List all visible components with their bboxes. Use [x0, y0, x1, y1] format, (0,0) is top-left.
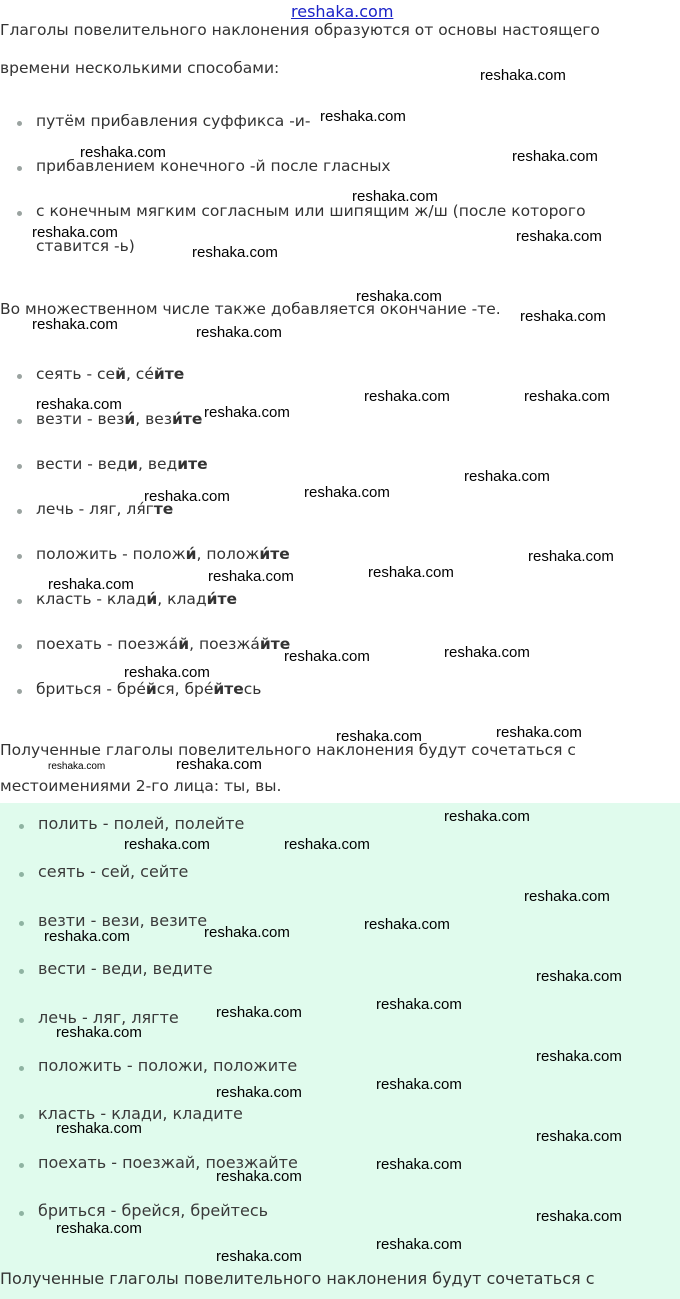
list-bullet [17, 554, 22, 559]
list-bullet [17, 689, 22, 694]
list-bullet [19, 824, 24, 829]
watermark-text: reshaka.com [48, 761, 106, 772]
list-bullet [17, 644, 22, 649]
watermark-text: reshaka.com [304, 484, 390, 501]
site-logo-link[interactable]: reshaka.com [291, 2, 394, 21]
example-item: бриться - брéйся, брéйтесь [36, 680, 262, 698]
list-bullet [17, 464, 22, 469]
example-item: класть - клади́, клади́те [36, 590, 237, 608]
watermark-text: reshaka.com [284, 836, 370, 853]
example-item: сеять - сей, сéйте [36, 365, 185, 383]
watermark-text: reshaka.com [520, 308, 606, 325]
list-bullet [19, 1114, 24, 1119]
list-bullet [17, 419, 22, 424]
watermark-text: reshaka.com [364, 916, 450, 933]
list-bullet [19, 1018, 24, 1023]
list-bullet [19, 1163, 24, 1168]
list-bullet [19, 1066, 24, 1071]
list-bullet [17, 166, 22, 171]
method-item-suffix: путём прибавления суффикса -и- [36, 112, 311, 130]
watermark-text: reshaka.com [208, 568, 294, 585]
green-list-item: лечь - ляг, лягте [38, 1008, 179, 1027]
watermark-text: reshaka.com [56, 1024, 142, 1041]
plural-note: Во множественном числе также добавляется окончание -те. [0, 300, 501, 318]
watermark-text: reshaka.com [284, 648, 370, 665]
watermark-text: reshaka.com [364, 388, 450, 405]
method-item-ending: прибавлением конечного -й после гласных [36, 157, 391, 175]
watermark-text: reshaka.com [204, 404, 290, 421]
watermark-text: reshaka.com [216, 1248, 302, 1265]
watermark-text: reshaka.com [144, 488, 230, 505]
combination-note-line-2: местоимениями 2-го лица: ты, вы. [0, 777, 282, 795]
watermark-text: reshaka.com [176, 756, 262, 773]
watermark-text: reshaka.com [204, 924, 290, 941]
watermark-text: reshaka.com [48, 576, 134, 593]
watermark-text: reshaka.com [528, 548, 614, 565]
list-bullet [17, 211, 22, 216]
list-bullet [19, 872, 24, 877]
watermark-text: reshaka.com [44, 928, 130, 945]
watermark-text: reshaka.com [516, 228, 602, 245]
watermark-text: reshaka.com [32, 224, 118, 241]
example-item: положить - положи́, положи́те [36, 545, 290, 563]
watermark-text: reshaka.com [56, 1220, 142, 1237]
watermark-text: reshaka.com [368, 564, 454, 581]
watermark-text: reshaka.com [216, 1168, 302, 1185]
watermark-text: reshaka.com [36, 396, 122, 413]
list-bullet [19, 921, 24, 926]
watermark-text: reshaka.com [444, 808, 530, 825]
watermark-text: reshaka.com [124, 836, 210, 853]
example-item: лечь - ляг, ля́гте [36, 500, 174, 518]
watermark-text: reshaka.com [376, 1156, 462, 1173]
watermark-text: reshaka.com [536, 1048, 622, 1065]
method-item-soft-consonant-cont: ставится -ь) [36, 237, 135, 255]
watermark-text: reshaka.com [524, 388, 610, 405]
green-list-item: положить - положи, положите [38, 1056, 298, 1075]
watermark-text: reshaka.com [56, 1120, 142, 1137]
watermark-text: reshaka.com [356, 288, 442, 305]
watermark-text: reshaka.com [524, 888, 610, 905]
watermark-text: reshaka.com [496, 724, 582, 741]
watermark-text: reshaka.com [320, 108, 406, 125]
watermark-text: reshaka.com [536, 1128, 622, 1145]
watermark-text: reshaka.com [376, 1076, 462, 1093]
green-list-item: бриться - брейся, брейтесь [38, 1201, 269, 1220]
green-list-item: класть - клади, кладите [38, 1104, 243, 1123]
green-list-item: сеять - сей, сейте [38, 862, 189, 881]
list-bullet [17, 599, 22, 604]
watermark-text: reshaka.com [196, 324, 282, 341]
watermark-text: reshaka.com [352, 188, 438, 205]
watermark-text: reshaka.com [444, 644, 530, 661]
watermark-text: reshaka.com [480, 67, 566, 84]
list-bullet [17, 374, 22, 379]
watermark-text: reshaka.com [124, 664, 210, 681]
watermark-text: reshaka.com [80, 144, 166, 161]
combination-note-line-1: Полученные глаголы повелительного наклонения будут сочетаться с [0, 741, 576, 759]
example-item: везти - вези́, вези́те [36, 410, 203, 428]
green-list-item: вести - веди, ведите [38, 959, 213, 978]
footer-line: Полученные глаголы повелительного наклонения будут сочетаться с [0, 1269, 595, 1288]
list-bullet [17, 509, 22, 514]
green-list-item: поехать - поезжай, поезжайте [38, 1153, 298, 1172]
watermark-text: reshaka.com [216, 1084, 302, 1101]
example-item: вести - веди, ведите [36, 455, 208, 473]
watermark-text: reshaka.com [536, 968, 622, 985]
watermark-text: reshaka.com [376, 1236, 462, 1253]
watermark-text: reshaka.com [32, 316, 118, 333]
green-list-item: везти - вези, везите [38, 911, 208, 930]
watermark-text: reshaka.com [536, 1208, 622, 1225]
watermark-text: reshaka.com [192, 244, 278, 261]
list-bullet [19, 1211, 24, 1216]
intro-line-1: Глаголы повелительного наклонения образуются от основы настоящего [0, 21, 600, 39]
watermark-text: reshaka.com [336, 728, 422, 745]
list-bullet [17, 121, 22, 126]
list-bullet [19, 969, 24, 974]
watermark-text: reshaka.com [512, 148, 598, 165]
watermark-text: reshaka.com [216, 1004, 302, 1021]
method-item-soft-consonant: с конечным мягким согласным или шипящим ж/ш (после которого [36, 202, 586, 220]
green-list-item: полить - полей, полейте [38, 814, 245, 833]
example-item: поехать - поезжа́й, поезжа́йте [36, 635, 291, 653]
watermark-text: reshaka.com [464, 468, 550, 485]
watermark-text: reshaka.com [376, 996, 462, 1013]
intro-line-2: времени несколькими способами: [0, 59, 280, 77]
